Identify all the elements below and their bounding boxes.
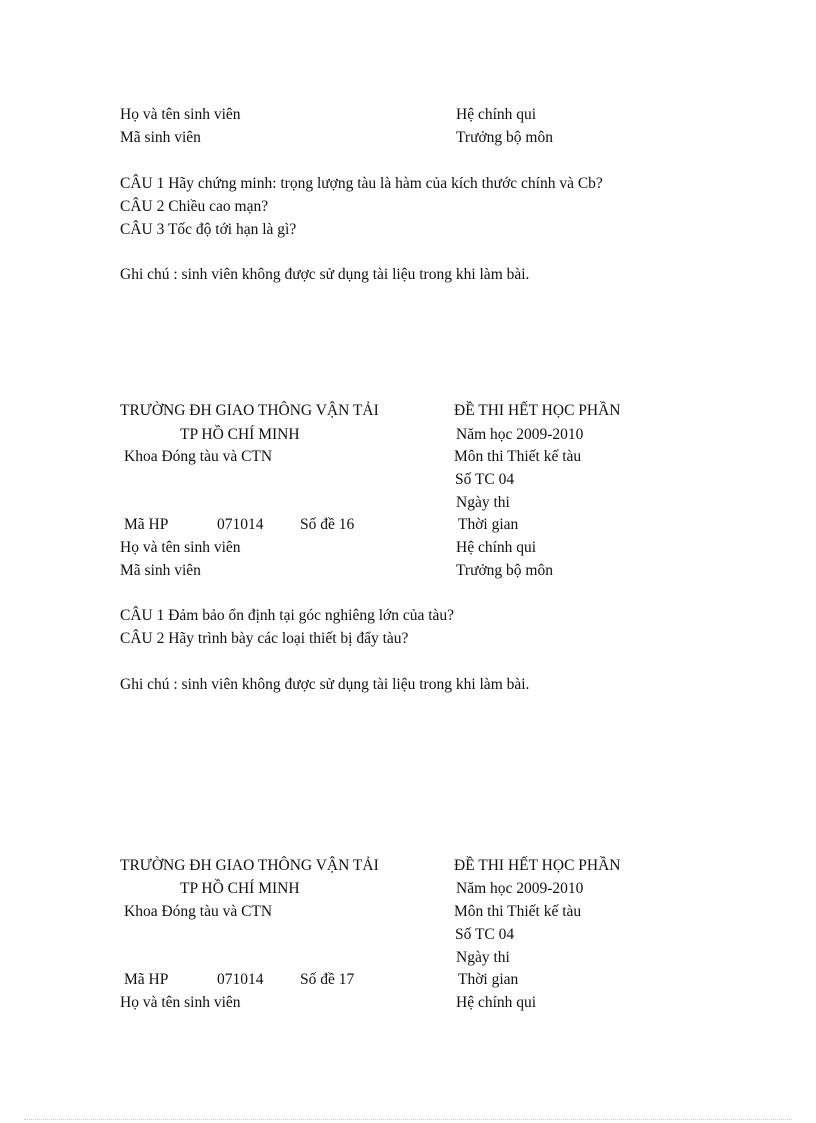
question-2: CÂU 2 Hãy trình bày các loại thiết bị đẩy tàu?	[120, 630, 409, 647]
student-name-label: Họ và tên sinh viên	[120, 539, 241, 556]
student-id-label: Mã sinh viên	[120, 562, 201, 579]
credits: Số TC 04	[455, 471, 515, 488]
duration-label: Thời gian	[458, 516, 519, 533]
course-code-label: Mã HP	[124, 516, 169, 533]
question-1: CÂU 1 Đảm bảo ổn định tại góc nghiêng lớn của tàu?	[120, 607, 455, 624]
exam-title: ĐỀ THI HẾT HỌC PHẦN	[454, 857, 621, 874]
school-name: TRƯỜNG ĐH GIAO THÔNG VẬN TẢI	[120, 402, 379, 419]
system-label: Hệ chính qui	[456, 994, 537, 1011]
school-year: Năm học 2009-2010	[456, 880, 584, 897]
system-label: Hệ chính qui	[456, 106, 537, 123]
page-bottom-divider	[24, 1119, 792, 1120]
faculty: Khoa Đóng tàu và CTN	[124, 448, 273, 465]
exam-title: ĐỀ THI HẾT HỌC PHẦN	[454, 402, 621, 419]
exam-note: Ghi chú : sinh viên không được sử dụng tài liệu trong khi làm bài.	[120, 266, 530, 283]
exam-number: Số đề 16	[300, 516, 355, 533]
school-name: TRƯỜNG ĐH GIAO THÔNG VẬN TẢI	[120, 857, 379, 874]
question-3: CÂU 3 Tốc độ tới hạn là gì?	[120, 221, 297, 238]
head-of-department-label: Trưởng bộ môn	[456, 129, 553, 146]
exam-date-label: Ngày thi	[456, 494, 510, 511]
student-id-label: Mã sinh viên	[120, 129, 201, 146]
exam-number: Số đề 17	[300, 971, 355, 988]
school-year: Năm học 2009-2010	[456, 426, 584, 443]
course-code: 071014	[217, 516, 264, 533]
question-1: CÂU 1 Hãy chứng minh: trọng lượng tàu là hàm của kích thước chính và Cb?	[120, 175, 603, 192]
course-code: 071014	[217, 971, 264, 988]
course-code-label: Mã HP	[124, 971, 169, 988]
school-city: TP HỒ CHÍ MINH	[180, 426, 300, 443]
exam-note: Ghi chú : sinh viên không được sử dụng tài liệu trong khi làm bài.	[120, 676, 530, 693]
school-city: TP HỒ CHÍ MINH	[180, 880, 300, 897]
credits: Số TC 04	[455, 926, 515, 943]
head-of-department-label: Trưởng bộ môn	[456, 562, 553, 579]
system-label: Hệ chính qui	[456, 539, 537, 556]
duration-label: Thời gian	[458, 971, 519, 988]
faculty: Khoa Đóng tàu và CTN	[124, 903, 273, 920]
student-name-label: Họ và tên sinh viên	[120, 106, 241, 123]
question-2: CÂU 2 Chiều cao mạn?	[120, 198, 269, 215]
exam-date-label: Ngày thi	[456, 949, 510, 966]
student-name-label: Họ và tên sinh viên	[120, 994, 241, 1011]
subject: Môn thi Thiết kế tàu	[454, 903, 582, 920]
subject: Môn thi Thiết kế tàu	[454, 448, 582, 465]
